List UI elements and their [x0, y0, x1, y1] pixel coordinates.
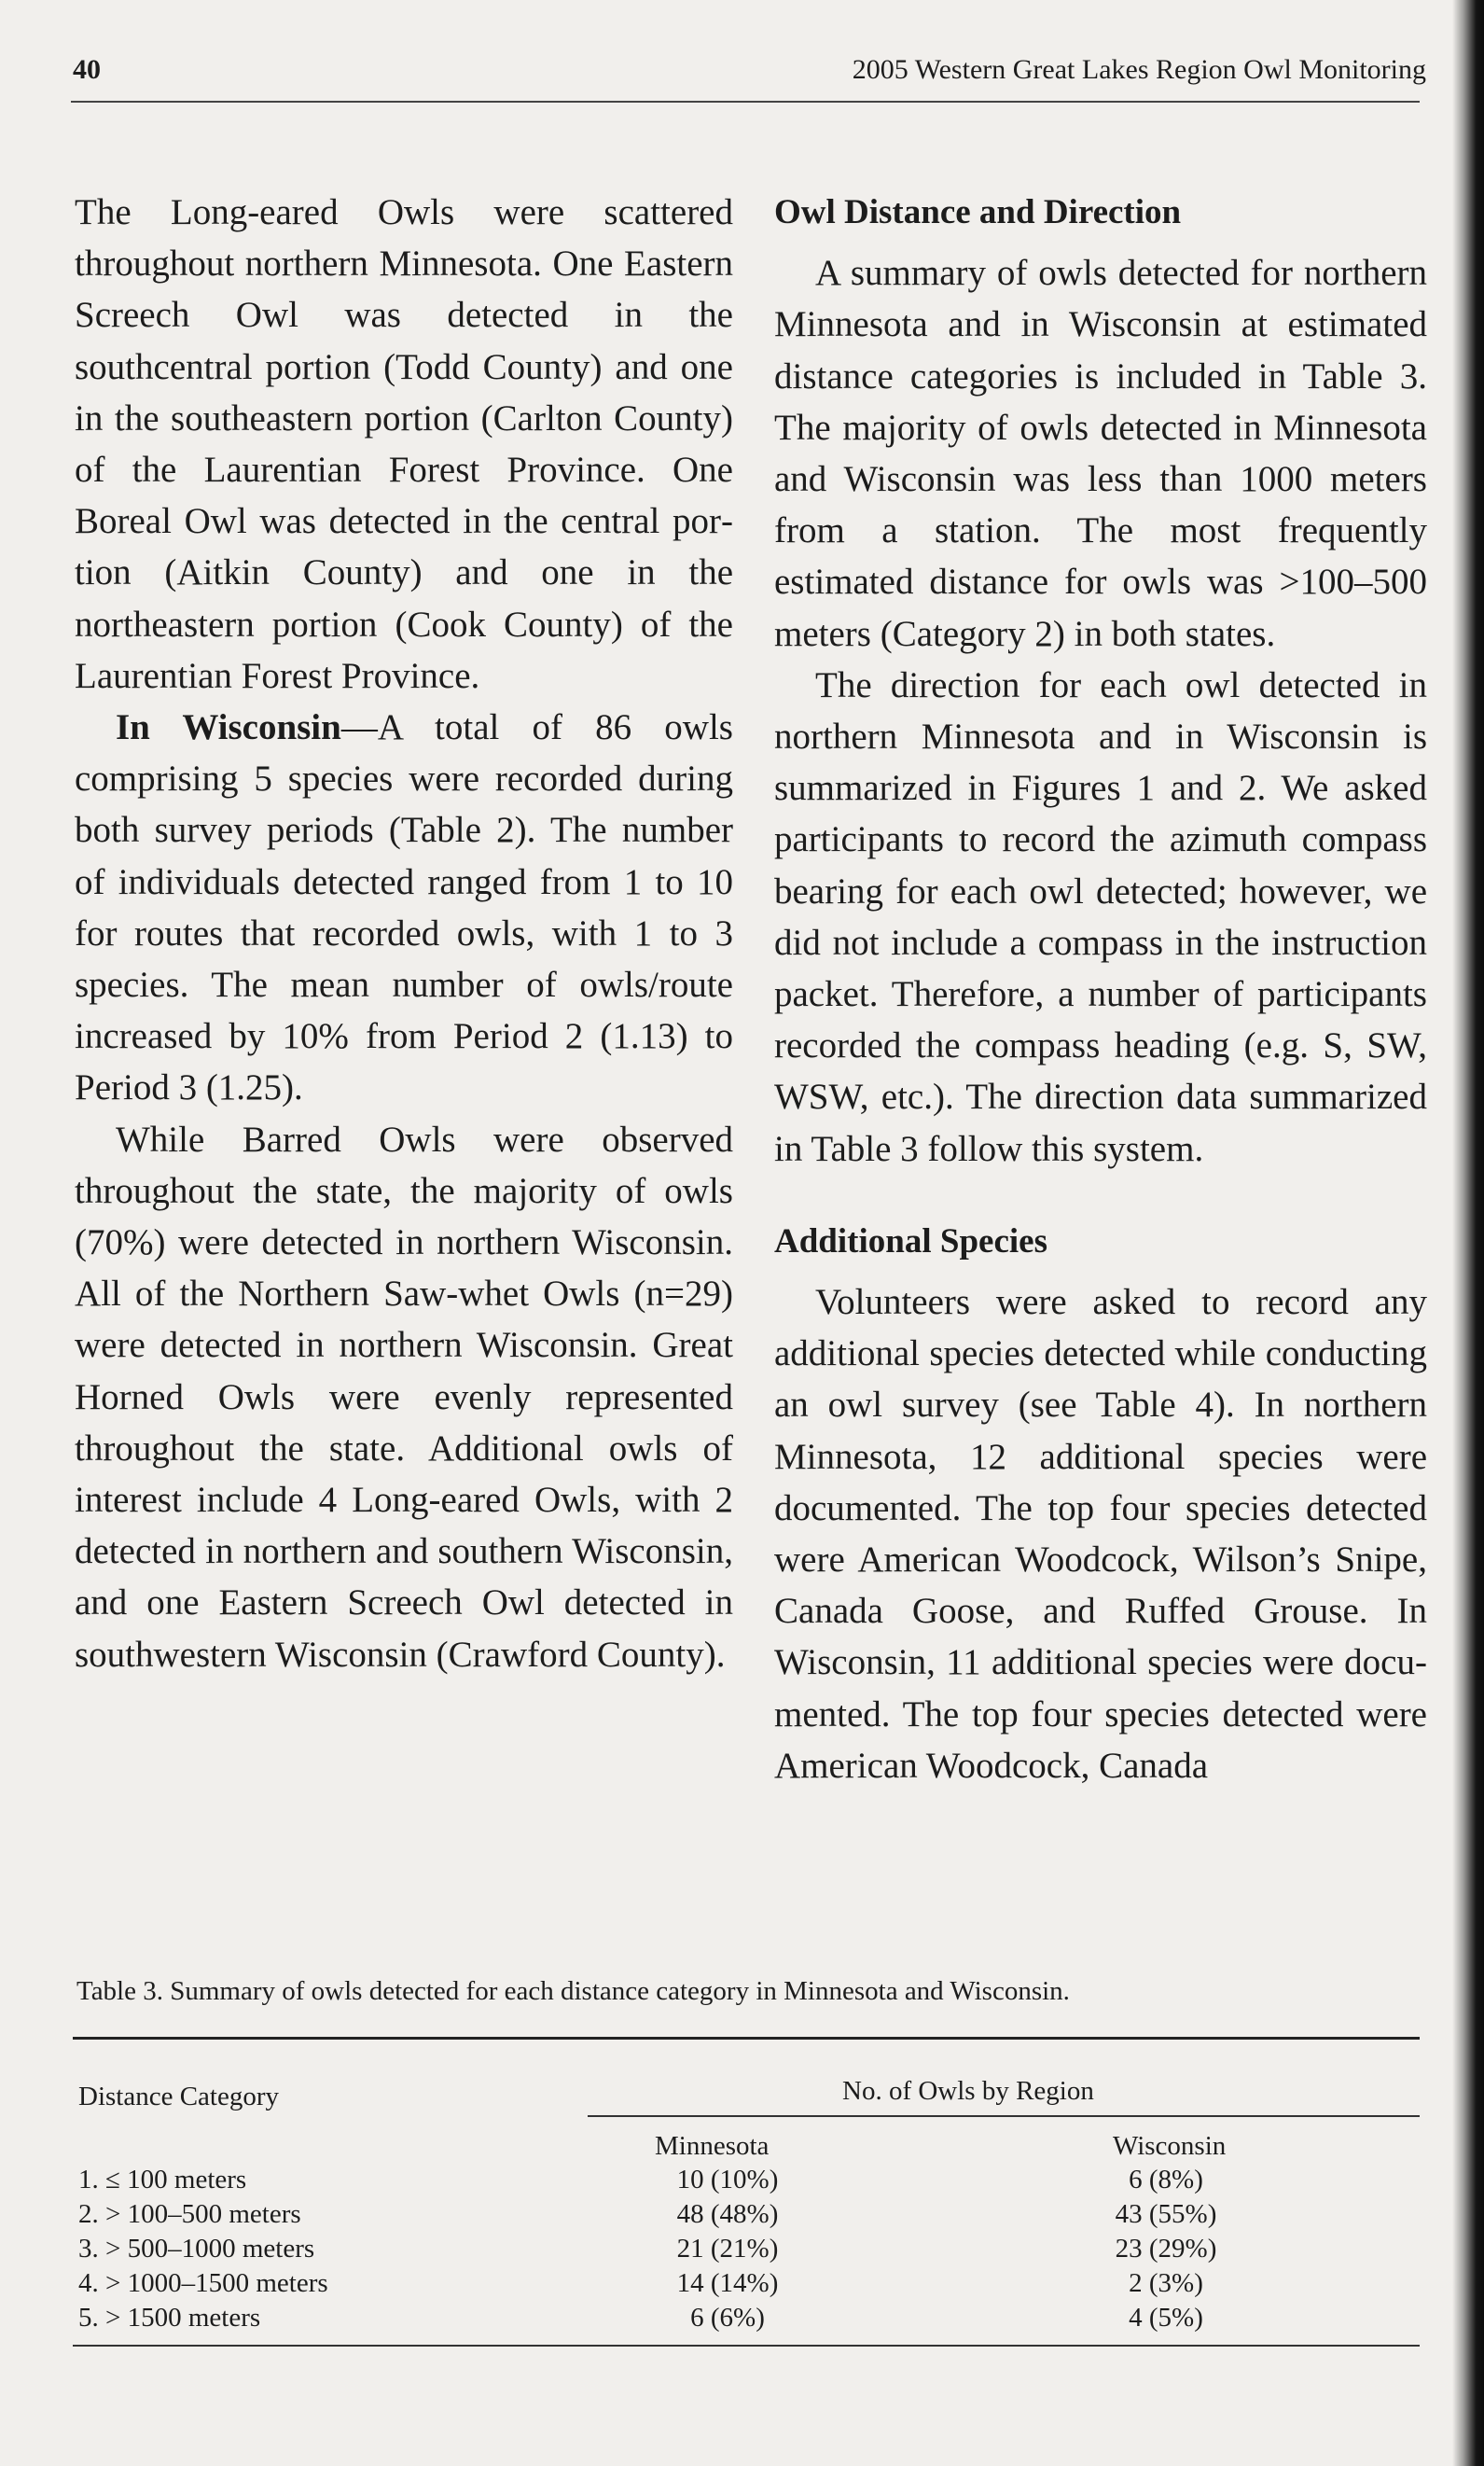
run-in-heading-wisconsin: In Wisconsin [116, 707, 341, 748]
table-row [0, 2199, 1484, 2234]
table-row [0, 2303, 1484, 2337]
table-cell-minnesota: 48 (48%) [676, 2199, 779, 2229]
table-header-region: No. of Owls by Region [842, 2076, 1094, 2106]
binding-shadow [1452, 0, 1484, 2466]
table-header-distance: Distance Category [78, 2082, 280, 2111]
paragraph-long-eared-owls: The Long-eared Owls were scattered throughout northern Minnesota. One Eastern Screech Owl was detected in the southcentral portion (Todd County) and one in the southeastern portion (Carlton County) of the Laurentian Forest Province. One Boreal Owl was detected in the central portion (Aitkin County) and one in the northeastern portion (Cook County) of the Laurentian Forest Province. [75, 192, 733, 696]
table-cell-wisconsin: 6 (8%) [1129, 2165, 1203, 2194]
table-cell-minnesota: 10 (10%) [676, 2165, 779, 2194]
table-header-wisconsin: Wisconsin [1113, 2131, 1227, 2161]
table-cell-category: 1. ≤ 100 meters [78, 2165, 247, 2194]
table-top-rule [73, 2037, 1420, 2040]
table-header-rule [588, 2115, 1420, 2117]
paragraph-wisconsin-text: —A total of 86 owls comprising 5 species were recorded during both survey periods (Table 2). The number of individuals detected ranged from 1 to 10 for routes that recorded owls, with 1 to 3 species. The mean number of owls/route increased by 10% from Period 2 (1.13) to Period 3 (1.25). [75, 707, 733, 1108]
running-title: 2005 Western Great Lakes Region Owl Monitoring [852, 54, 1426, 85]
table-row [0, 2234, 1484, 2268]
table-cell-wisconsin: 43 (55%) [1115, 2199, 1217, 2229]
table-cell-minnesota: 14 (14%) [676, 2268, 779, 2298]
paragraph-distance-summary: A summary of owls detected for northern Minnesota and in Wisconsin at estimated distance categories is included in Table 3. The majority of owls detected in Minnesota and Wisconsin was less than 1000 meters from a station. The most frequently estimated distance for owls was >100–500 meters (Category 2) in both states. [774, 253, 1427, 654]
table-cell-wisconsin: 2 (3%) [1129, 2268, 1203, 2298]
table-cell-category: 2. > 100–500 meters [78, 2199, 301, 2229]
header-rule [71, 101, 1420, 103]
table-cell-category: 5. > 1500 meters [78, 2303, 261, 2333]
table-cell-category: 4. > 1000–1500 meters [78, 2268, 328, 2298]
table-cell-category: 3. > 500–1000 meters [78, 2234, 315, 2264]
paragraph-direction: The direction for each owl detected in northern Minnesota and in Wisconsin is summarized in Figures 1 and 2. We asked participants to record the azimuth compass bearing for each owl detected; however, we did not include a compass in the instruction packet. Therefore, a number of participants recorded the compass heading (e.g. S, SW, WSW, etc.). The direction data summarized in Table 3 follow this system. [774, 664, 1427, 1169]
table-header-minnesota: Minnesota [655, 2131, 770, 2161]
table-row [0, 2165, 1484, 2199]
left-column [75, 187, 733, 1680]
section-heading-additional-species: Additional Species [774, 1221, 1047, 1261]
section-heading-distance-direction: Owl Distance and Direction [774, 193, 1182, 231]
paragraph-additional-species: Volunteers were asked to record any additional species detected while conducting an owl survey (see Table 4). In northern Minnesota, 12 additional species were documented. The top four species detected were American Woodcock, Wilson’s Snipe, Canada Goose, and Ruffed Grouse. In Wisconsin, 11 additional species were documented. The top four species detected were American Woodcock, Canada [774, 1282, 1427, 1786]
paragraph-wisconsin [75, 702, 733, 1114]
table-caption: Table 3. Summary of owls detected for each distance category in Minnesota and Wisconsin. [76, 1976, 1070, 2006]
table-cell-wisconsin: 4 (5%) [1129, 2303, 1203, 2333]
table-cell-minnesota: 6 (6%) [690, 2303, 765, 2333]
page-number: 40 [73, 54, 101, 85]
table-bottom-rule [73, 2345, 1420, 2347]
table-row [0, 2268, 1484, 2303]
paragraph-barred-owls: While Barred Owls were observed throughout the state, the majority of owls (70%) were detected in northern Wisconsin. All of the Northern Saw-whet Owls (n=29) were detected in northern Wisconsin. Great Horned Owls were evenly represented throughout the state. Additional owls of interest include 4 Long-eared Owls, with 2 detected in northern and southern Wisconsin, and one Eastern Screech Owl detected in southwestern Wisconsin (Crawford County). [75, 1119, 733, 1675]
right-column [774, 187, 1427, 1791]
table-cell-minnesota: 21 (21%) [676, 2234, 779, 2264]
table-cell-wisconsin: 23 (29%) [1115, 2234, 1217, 2264]
